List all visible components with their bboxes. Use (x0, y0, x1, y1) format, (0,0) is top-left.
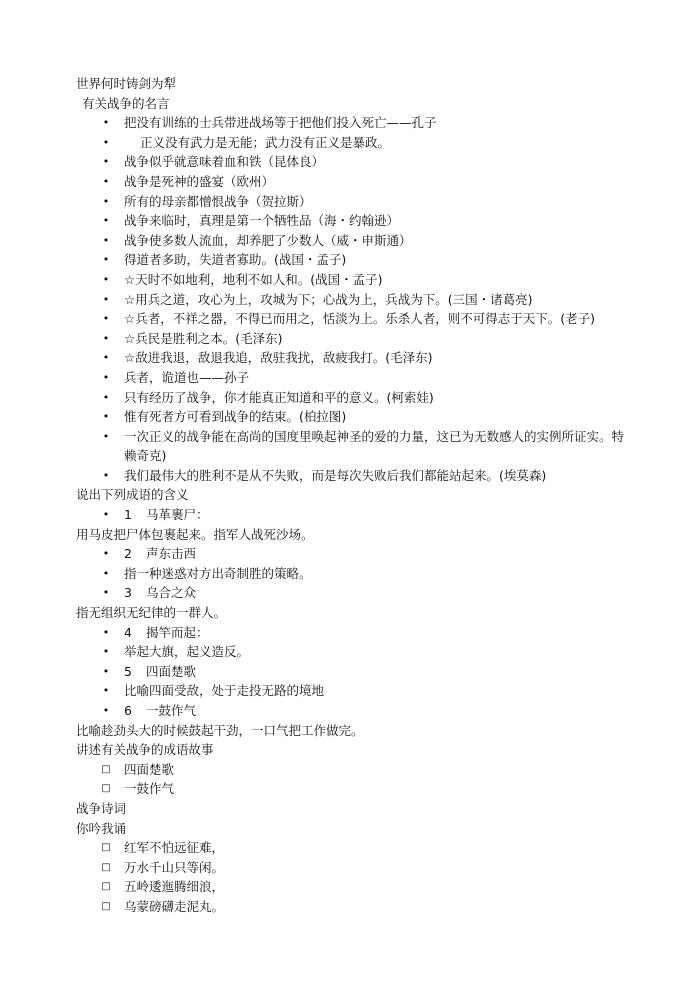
list-item: • 得道者多助，失道者寡助。(战国・孟子) (76, 250, 676, 270)
list-item: • 把没有训练的士兵带进战场等于把他们投入死亡——孔子 (76, 113, 676, 133)
bullet-icon: • (102, 233, 110, 247)
bullet-icon: • (102, 370, 110, 384)
list-item: • 我们最伟大的胜利不是从不失败，而是每次失败后我们都能站起来。(埃莫森) (76, 466, 676, 486)
idiom-meaning: 指无组织无纪律的一群人。 (76, 605, 227, 621)
poem-line: □ 红军不怕远征难， (76, 838, 676, 858)
idiom-meaning: • 指一种迷惑对方出奇制胜的策略。 (76, 564, 676, 584)
list-item: • 战争使多数人流血，却养肥了少数人（威・申斯通） (76, 231, 676, 251)
bullet-icon: • (102, 351, 110, 365)
bullet-icon: • (102, 704, 110, 717)
idiom-term: • 4 揭竿而起： (76, 623, 676, 643)
document-body (76, 74, 676, 917)
poem-line: □ 乌蒙磅礴走泥丸。 (76, 897, 676, 917)
bullet-icon: • (102, 272, 110, 286)
idiom-meaning: 用马皮把尸体包裹起来。指军人战死沙场。 (76, 526, 314, 542)
bullet-icon: • (102, 664, 110, 678)
bullet-icon: • (102, 312, 110, 326)
box-bullet-icon: □ (101, 881, 111, 893)
idioms-list (76, 505, 676, 740)
list-item: • ☆用兵之道，攻心为上，攻城为下；心战为上，兵战为下。(三国・诸葛亮) (76, 290, 676, 310)
bullet-icon: • (102, 174, 110, 188)
idiom-term: • 1 马革裹尸： (76, 505, 676, 525)
idioms-heading: 说出下列成语的含义 (76, 487, 189, 503)
box-bullet-icon: □ (101, 783, 111, 795)
list-item: • ☆兵者，不祥之器，不得已而用之，恬淡为上。乐杀人者，则不可得志于天下。(老子) (76, 309, 676, 329)
bullet-icon: • (102, 468, 110, 482)
list-item: • 只有经历了战争，你才能真正知道和平的意义。(柯索娃) (76, 388, 676, 408)
bullet-icon: • (102, 429, 110, 443)
bullet-icon: • (102, 547, 110, 561)
quotes-heading: 有关战争的名言 (82, 95, 170, 111)
list-item: • 惟有死者方可看到战争的结束。(柏拉图) (76, 407, 676, 427)
box-bullet-icon: □ (101, 900, 111, 912)
box-bullet-icon: □ (101, 861, 111, 873)
bullet-icon: • (102, 410, 110, 424)
idiom-meaning: 比喻趁劲头大的时候鼓起干劲，一口气把工作做完。 (76, 722, 364, 738)
stories-heading: 讲述有关战争的成语故事 (76, 742, 214, 758)
idiom-term: • 6 一鼓作气 (76, 701, 676, 721)
bullet-icon: • (102, 253, 110, 267)
bullet-icon: • (102, 645, 110, 659)
box-bullet-icon: □ (101, 763, 111, 775)
list-item: □ 一鼓作气 (76, 779, 676, 799)
bullet-icon: • (102, 155, 110, 169)
idiom-meaning: • 举起大旗，起义造反。 (76, 642, 676, 662)
poems-subheading: 你吟我诵 (76, 820, 127, 836)
list-item: • 正义没有武力是无能；武力没有正义是暴政。 (76, 133, 676, 153)
list-item: • 一次正义的战争能在高尚的国度里唤起神圣的爱的力量，这已为无数感人的实例所证实。特赖奇克) (76, 427, 624, 466)
poem-line: □ 万水千山只等闲。 (76, 858, 676, 878)
idiom-term: • 5 四面楚歌 (76, 662, 676, 682)
list-item: • 所有的母亲都憎恨战争（贺拉斯） (76, 192, 676, 212)
bullet-icon: • (102, 586, 110, 600)
page-title: 世界何时铸剑为犁 (76, 76, 177, 91)
list-item: • 战争似乎就意味着血和铁（昆体良） (76, 152, 676, 172)
list-item: • ☆天时不如地利，地利不如人和。(战国・孟子) (76, 270, 676, 290)
stories-list (76, 760, 676, 799)
idiom-term: • 3 乌合之众 (76, 583, 676, 603)
bullet-icon: • (102, 566, 110, 580)
bullet-icon: • (102, 390, 110, 404)
bullet-icon: • (102, 135, 110, 149)
bullet-icon: • (102, 214, 110, 228)
list-item: • 战争是死神的盛宴（欧州） (76, 172, 676, 192)
list-item: • ☆敌进我退，敌退我追，敌驻我扰，敌疲我打。(毛泽东) (76, 348, 676, 368)
poems-heading: 战争诗词 (76, 800, 127, 816)
bullet-icon: • (102, 684, 110, 698)
idiom-meaning: • 比喻四面受敌，处于走投无路的境地 (76, 681, 676, 701)
list-item: • 兵者，诡道也——孙子 (76, 368, 676, 388)
bullet-icon: • (102, 292, 110, 306)
bullet-icon: • (102, 116, 110, 130)
idiom-term: • 2 声东击西 (76, 544, 676, 564)
quotes-list (76, 113, 676, 485)
list-item: • ☆兵民是胜利之本。(毛泽东) (76, 329, 676, 349)
poem-line: □ 五岭逶迤腾细浪， (76, 877, 676, 897)
bullet-icon: • (102, 508, 110, 522)
bullet-icon: • (102, 194, 110, 208)
bullet-icon: • (102, 331, 110, 345)
list-item: • 战争来临时，真理是第一个牺牲品（海・约翰逊） (76, 211, 676, 231)
poem-lines (76, 838, 676, 916)
box-bullet-icon: □ (101, 842, 111, 854)
list-item: □ 四面楚歌 (76, 760, 676, 780)
bullet-icon: • (102, 625, 110, 639)
